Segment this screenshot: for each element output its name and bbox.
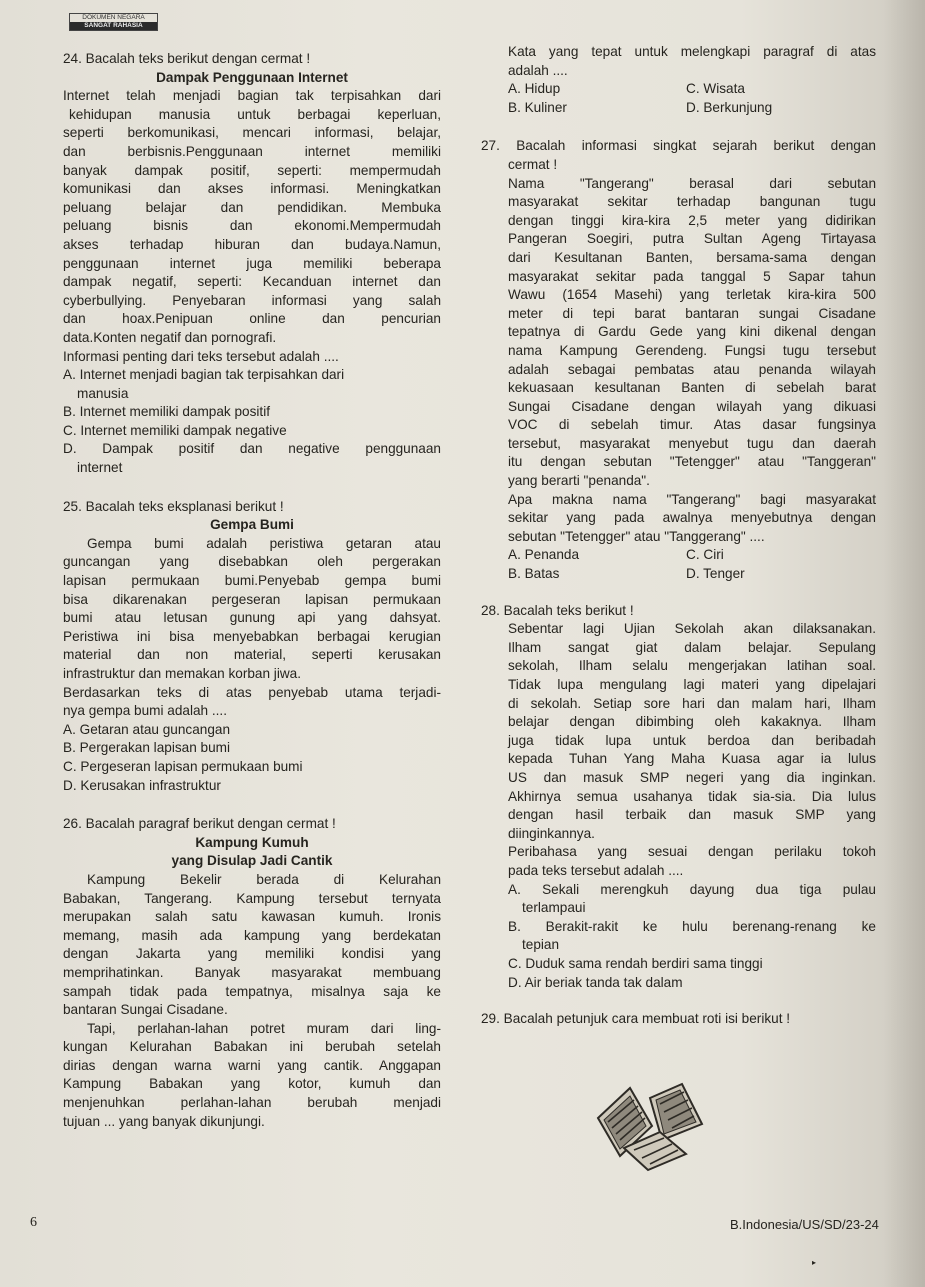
q27-question: Apa makna nama "Tangerang" bagi masyarakat	[508, 491, 876, 507]
q27-line: dari Kesultanan Banten, bersama-sama dengan	[508, 249, 876, 265]
q25-option-c[interactable]: C. Pergeseran lapisan permukaan bumi	[63, 758, 303, 774]
q26-option-d[interactable]: D. Berkunjung	[686, 99, 773, 115]
q24-option-a[interactable]: A. Internet menjadi bagian tak terpisahkan dari	[63, 367, 345, 383]
q25-line: guncangan yang disebabkan oleh pergerakan	[63, 554, 441, 570]
q28-question: Peribahasa yang sesuai dengan perilaku tokoh	[508, 844, 876, 860]
q28-question: pada teks tersebut adalah ....	[508, 862, 684, 878]
q27-line: VOC di sebelah timur. Atas dasar fungsinya	[508, 417, 876, 433]
q26-line: sampah tidak pada tempatnya, misalnya saja ke	[63, 983, 441, 999]
arrow-mark-icon: ▸	[812, 1258, 817, 1267]
q26-title-1: Kampung Kumuh	[195, 834, 309, 850]
right-column	[481, 43, 876, 1029]
q24-option-a-cont: manusia	[77, 385, 129, 401]
page-number: 6	[30, 1215, 37, 1230]
q28-option-b-cont: tepian	[522, 937, 560, 953]
sandwich-half-right	[650, 1084, 702, 1140]
q28-line: Sebentar lagi Ujian Sekolah akan dilaksanakan.	[508, 621, 876, 637]
q26-line: Babakan, Tangerang. Kampung tersebut ternyata	[63, 890, 441, 906]
q24-line: akses terhadap hiburan dan budaya.Namun,	[63, 236, 441, 252]
q28-line: kepada Tuhan Yang Maha Kuasa agar ia lulus	[508, 751, 876, 767]
q27-line: masyarakat sekitar terhadap bangunan tugu	[508, 194, 876, 210]
sandwich-illustration-icon	[590, 1078, 710, 1174]
q25-line: infrastruktur dan memakan korban jiwa.	[63, 666, 301, 681]
q27-line: Nama "Tangerang" berasal dari sebutan	[508, 175, 876, 191]
q25-option-a[interactable]: A. Getaran atau guncangan	[63, 721, 231, 737]
q26-line: dengan Jakarta yang memiliki kondisi yang	[63, 946, 441, 962]
question-27	[481, 137, 876, 583]
q26-option-b[interactable]: B. Kuliner	[508, 99, 567, 115]
q28-line: dengan hasil terbaik dan masuk SMP yang	[508, 807, 876, 823]
q25-instruction: 25. Bacalah teks eksplanasi berikut !	[63, 498, 284, 514]
q25-line: Peristiwa ini bisa menyebabkan berbagai kerugian	[63, 628, 441, 644]
q24-paragraph	[63, 87, 441, 347]
q27-instruction-cont: cermat !	[508, 156, 558, 172]
q27-instruction: 27. Bacalah informasi singkat sejarah berikut dengan	[481, 138, 876, 154]
q24-line: cyberbullying. Penyebaran informasi yang salah	[63, 292, 441, 308]
q25-option-d[interactable]: D. Kerusakan infrastruktur	[63, 777, 221, 793]
q24-instruction: 24. Bacalah teks berikut dengan cermat !	[63, 51, 311, 66]
question-26	[63, 815, 441, 1131]
q25-line: lapisan permukaan bumi.Penyebab gempa bumi	[63, 573, 441, 589]
spacer	[481, 584, 876, 602]
q27-option-a[interactable]: A. Penanda	[508, 547, 580, 563]
q27-line: yang berarti "penanda".	[508, 473, 650, 489]
q26-line: bantaran Sungai Cisadane.	[63, 1002, 228, 1018]
q28-option-a[interactable]: A. Sekali merengkuh dayung dua tiga pulau	[508, 881, 876, 897]
q28-instruction: 28. Bacalah teks berikut !	[481, 602, 634, 618]
q27-line: Wawu (1654 Masehi) yang terletak kira-kira 500	[508, 287, 876, 303]
footer-code: B.Indonesia/US/SD/23-24	[730, 1217, 879, 1232]
q24-line: dampak negatif, seperti: Kecanduan internet dan	[63, 274, 441, 290]
q26-option-c[interactable]: C. Wisata	[686, 81, 745, 97]
q26-line: Kampung Bekelir berada di Kelurahan	[87, 871, 441, 887]
q26-instruction: 26. Bacalah paragraf berikut dengan cermat !	[63, 816, 336, 832]
q24-line: seperti berkomunikasi, mencari informasi, belajar,	[63, 125, 441, 141]
q27-option-d[interactable]: D. Tenger	[686, 566, 745, 582]
q28-option-a-cont: terlampaui	[522, 900, 586, 916]
q27-line: nama Kampung Gerendeng. Fungsi tugu tersebut	[508, 342, 876, 358]
q24-line: dan berbisnis.Penggunaan internet memiliki	[63, 143, 441, 159]
spacer	[481, 992, 876, 1010]
q28-line: di sekolah. Setiap sore hari dan malam hari, Ilham	[508, 695, 876, 711]
q25-line: material dan non material, seperti kerusakan	[63, 647, 441, 663]
q26-option-a[interactable]: A. Hidup	[508, 81, 561, 97]
q26-line: tujuan ... yang banyak dikunjungi.	[63, 1113, 265, 1129]
q28-option-c[interactable]: C. Duduk sama rendah berdiri sama tinggi	[508, 955, 763, 971]
question-24	[63, 50, 441, 478]
q26-line: kungan Kelurahan Babakan ini berubah setelah	[63, 1039, 441, 1055]
q24-option-d-cont: internet	[77, 460, 123, 476]
q24-line: data.Konten negatif dan pornografi.	[63, 329, 277, 345]
q27-paragraph	[481, 175, 876, 547]
question-29	[481, 1010, 876, 1029]
q27-line: Pangeran Soegiri, putra Sultan Ageng Tirtayasa	[508, 231, 876, 247]
q24-line: Internet telah menjadi bagian tak terpisahkan dari	[63, 88, 441, 104]
q27-line: Sungai Cisadane dengan wilayah yang dikuasi	[508, 398, 876, 414]
q28-line: belajar dengan dibimbing oleh kakaknya. Ilham	[508, 714, 876, 730]
q25-option-b[interactable]: B. Pergerakan lapisan bumi	[63, 740, 230, 756]
stamp-line-2: SANGAT RAHASIA	[70, 22, 157, 30]
q28-line: Ilham sangat giat dalam belajar. Sepulang	[508, 639, 876, 655]
q27-line: masyarakat sekitar pada tanggal 5 Sapar tahun	[508, 268, 876, 284]
q26-line: merupakan salah satu kawasan kumuh. Ironis	[63, 909, 441, 925]
spacer	[63, 478, 441, 498]
q26-title-2: yang Disulap Jadi Cantik	[171, 853, 333, 869]
q25-question-cont: nya gempa bumi adalah ....	[63, 703, 227, 719]
q27-line: itu dengan sebutan "Tetengger" atau "Tanggeran"	[508, 454, 876, 470]
q26-line: Tapi, perlahan-lahan potret muram dari ling-	[87, 1020, 441, 1036]
q24-line: penggunaan internet juga memiliki beberapa	[63, 255, 441, 271]
q26-line: memprihatinkan. Banyak masyarakat membuang	[63, 964, 441, 980]
q28-line: diinginkannya.	[508, 825, 595, 841]
q25-line: bisa dikarenakan pergeseran lapisan permukaan	[63, 591, 441, 607]
q24-line: peluang belajar dan pendidikan. Membuka	[63, 199, 441, 215]
q28-line: Akhirnya semua usahanya tidak sia-sia. Dia lulus	[508, 788, 876, 804]
q26-line: memang, masih ada kampung yang berdekatan	[63, 927, 441, 943]
spacer	[63, 795, 441, 815]
q24-line: dan hoax.Penipuan online dan pencurian	[63, 311, 441, 327]
q27-line: adalah sebagai pembatas atau penanda wilayah	[508, 361, 876, 377]
q24-option-b[interactable]: B. Internet memiliki dampak positif	[63, 404, 271, 420]
q25-line: bumi atau letusan gunung api yang dahsyat.	[63, 610, 441, 626]
left-column	[63, 50, 441, 1131]
question-26-continued	[481, 43, 876, 117]
q25-question: Berdasarkan teks di atas penyebab utama terjadi-	[63, 684, 441, 700]
q27-line: meter di tepi barat bantaran sungai Cisadane	[508, 305, 876, 321]
q27-line: tersebut, masyarakat menyebut tugu dan daerah	[508, 435, 876, 451]
question-25	[63, 498, 441, 796]
q24-option-d[interactable]: D. Dampak positif dan negative penggunaan	[63, 441, 441, 457]
q26-question-cont: adalah ....	[508, 62, 568, 78]
q28-line: sekolah, Ilham selalu mengerjakan latihan soal.	[508, 658, 876, 674]
q24-option-c[interactable]: C. Internet memiliki dampak negative	[63, 422, 287, 438]
q24-line: peluang bisnis dan ekonomi.Mempermudah	[63, 218, 441, 234]
q27-line: tepatnya di Gardu Gede yang kini dikenal dengan	[508, 324, 876, 340]
q28-option-d[interactable]: D. Air beriak tanda tak dalam	[508, 974, 683, 990]
q27-option-c[interactable]: C. Ciri	[686, 547, 724, 563]
q25-title: Gempa Bumi	[210, 517, 294, 533]
q28-line: US dan masuk SMP negeri yang dia inginkan.	[508, 769, 876, 785]
q25-line: Gempa bumi adalah peristiwa getaran atau	[87, 535, 441, 551]
q27-line: kekuasaan kesultanan Banten di sebelah barat	[508, 380, 876, 396]
q26-question: Kata yang tepat untuk melengkapi paragraf di atas	[508, 44, 876, 59]
q26-line: dirias dengan warna warni yang cantik. Anggapan	[63, 1057, 441, 1073]
q28-option-b[interactable]: B. Berakit-rakit ke hulu berenang-renang ke	[508, 918, 876, 934]
q27-options	[481, 546, 876, 583]
q26-line: Kampung Babakan yang kotor, kumuh dan	[63, 1076, 441, 1092]
q28-line: Tidak lupa mengulang lagi materi yang dipelajari	[508, 677, 876, 692]
q27-option-b[interactable]: B. Batas	[508, 566, 560, 582]
page-edge-shadow	[883, 0, 925, 1287]
q24-line: komunikasi dan akses informasi. Meningkatkan	[63, 181, 441, 197]
q27-question: sebutan "Tetengger" atau "Tanggerang" ....	[508, 528, 765, 544]
q24-question: Informasi penting dari teks tersebut adalah ....	[63, 348, 339, 364]
document-stamp	[69, 13, 158, 31]
q26-line: menjenuhkan perlahan-lahan berubah menjadi	[63, 1095, 441, 1111]
q28-paragraph	[481, 620, 876, 992]
q26-options	[481, 80, 876, 117]
question-28	[481, 602, 876, 992]
q27-question: sekitar yang pada awalnya menyebutnya dengan	[508, 510, 876, 526]
q24-line: banyak dampak positif, seperti: mempermudah	[63, 162, 441, 178]
q28-line: juga tidak lupa untuk berdoa dan beribadah	[508, 732, 876, 748]
q29-instruction: 29. Bacalah petunjuk cara membuat roti isi berikut !	[481, 1011, 791, 1027]
q24-line: kehidupan manusia untuk berbagai keperluan,	[69, 106, 441, 122]
q27-line: dengan tinggi kira-kira 2,5 meter yang didirikan	[508, 212, 876, 228]
spacer	[481, 117, 876, 137]
q24-title: Dampak Penggunaan Internet	[156, 69, 348, 85]
stamp-line-1: DOKUMEN NEGARA	[82, 14, 145, 21]
